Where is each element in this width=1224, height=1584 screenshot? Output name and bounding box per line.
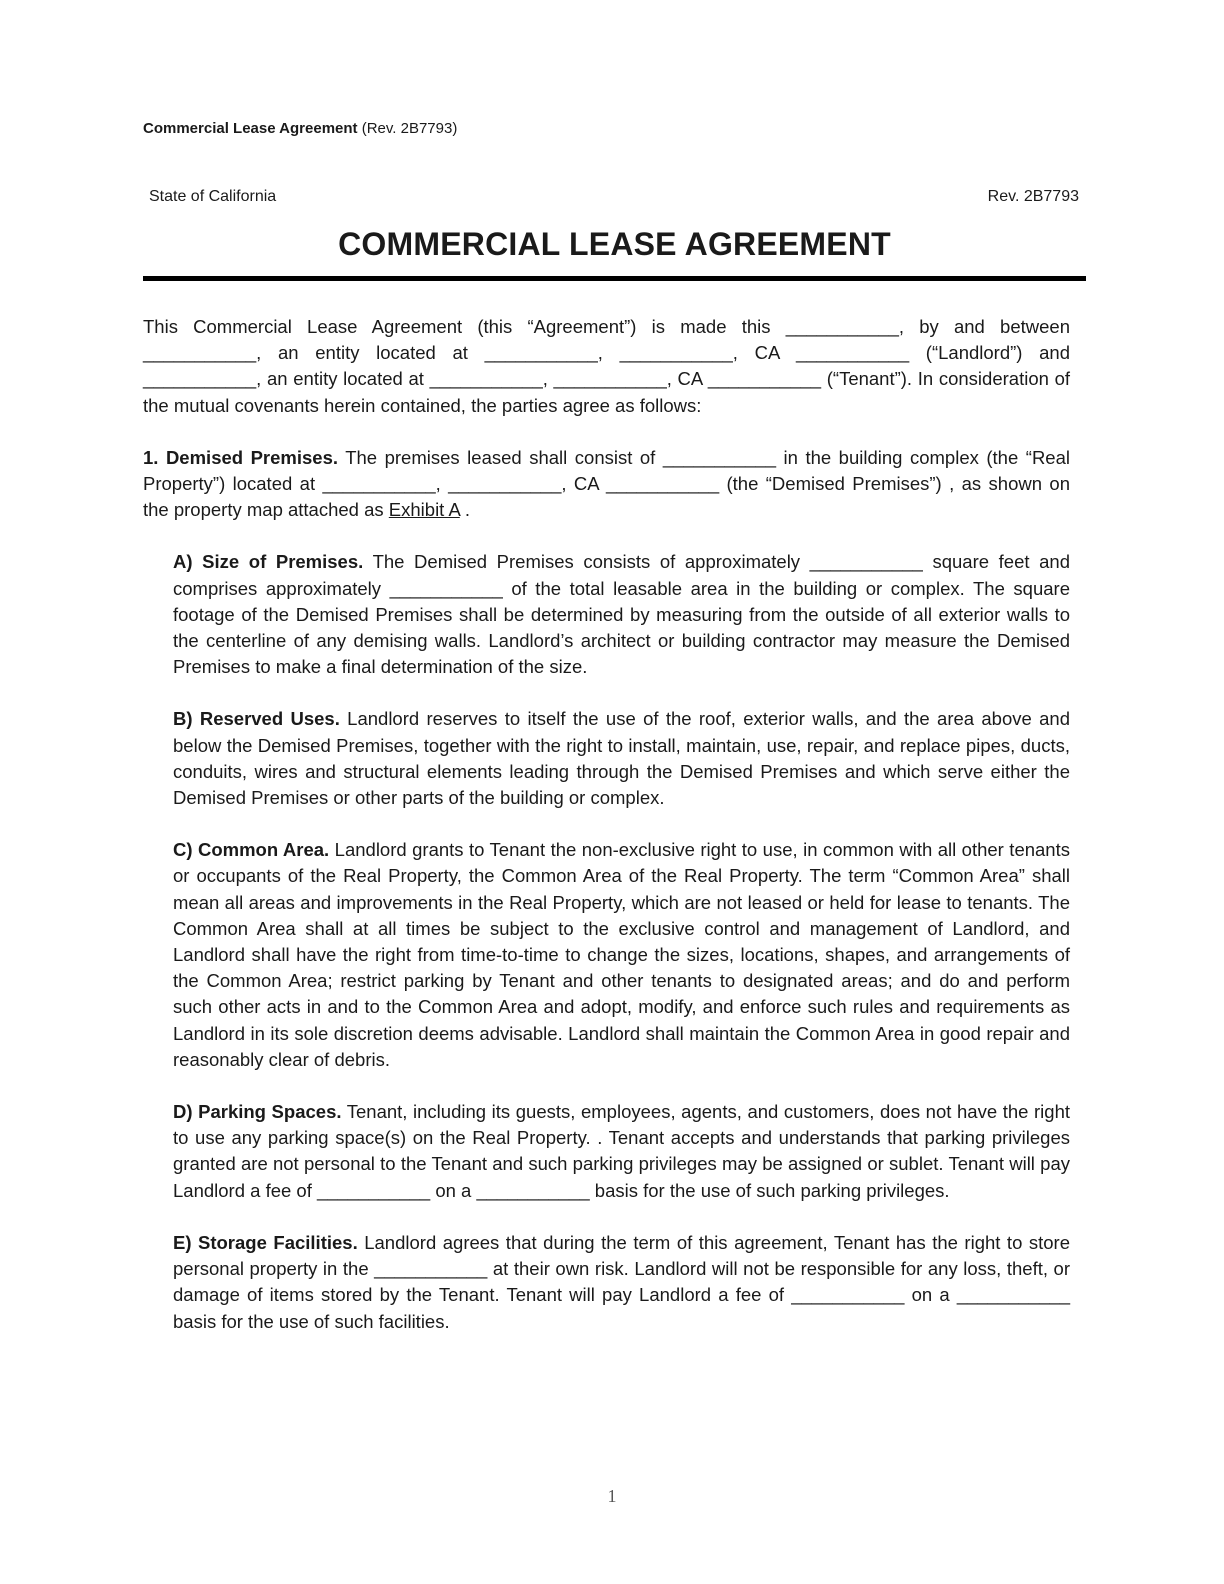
revision-label: Rev. 2B7793	[987, 188, 1079, 205]
intro-paragraph: This Commercial Lease Agreement (this “Agreement”) is made this ___________, by and between ___________, an entity located at ___________, ___________, CA ___________ (“Landlord”) and ___________, an entity located at ___________, ___________, CA ___________ (“Tenant”). In consideration of the mutual covenants herein contained, the parties agree as follows:	[143, 316, 1070, 416]
document-body	[143, 314, 1070, 1361]
subsection-heading: E) Storage Facilities.	[173, 1231, 358, 1253]
subsection-common-area	[173, 837, 1070, 1073]
subsection-text: Landlord agrees that during the term of this agreement, Tenant has the right to store personal property in the ___________ at their own risk. Landlord will not be responsible for any loss, theft, or damage of items stored by the Tenant. Tenant will pay Landlord a fee of ___________ on a ___________ basis for the use of such facilities.	[173, 1231, 1070, 1332]
subsection-text: Tenant, including its guests, employees, agents, and customers, does not have the right to use any parking space(s) on the Real Property. . Tenant accepts and understands that parking privileges granted are not personal to the Tenant and such parking privileges may be assigned or sublet. Tenant will pay Landlord a fee of ___________ on a ___________ basis for the use of such parking privileges.	[173, 1101, 1070, 1201]
subsection-text: Landlord reserves to itself the use of the roof, exterior walls, and the area above and below the Demised Premises, together with the right to install, maintain, use, repair, and replace pipes, ducts, conduits, wires and structural elements leading through the Demised Premises and which serve either the Demised Premises or other parts of the building or complex.	[173, 708, 1070, 809]
running-header-revision: (Rev. 2B7793)	[361, 120, 458, 137]
subsection-heading: B) Reserved Uses.	[173, 708, 340, 730]
page-number: 1	[607, 1486, 617, 1506]
document-title: COMMERCIAL LEASE AGREEMENT	[338, 226, 891, 262]
subsection-storage-facilities	[173, 1230, 1070, 1335]
running-header	[143, 120, 457, 137]
section-heading: 1. Demised Premises.	[143, 446, 339, 468]
title-divider	[143, 276, 1086, 281]
running-header-title: Commercial Lease Agreement	[143, 120, 358, 137]
subsection-heading: C) Common Area.	[173, 839, 330, 861]
subsection-size-of-premises	[173, 549, 1070, 680]
section-demised-premises	[143, 445, 1070, 524]
subsection-text: Landlord grants to Tenant the non-exclusive right to use, in common with all other tenants or occupants of the Real Property, the Common Area of the Real Property. The term “Common Area” shall mean all areas and improvements in the Real Property, which are not leased or held for lease to tenants. The Common Area shall at all times be subject to the exclusive control and management of Landlord, and Landlord shall have the right from time-to-time to change the sizes, locations, shapes, and arrangements of the Common Area; restrict parking by Tenant and other tenants to designated areas; and do and perform such other acts in and to the Common Area and adopt, modify, and enforce such rules and requirements as Landlord in its sole discretion deems advisable. Landlord shall maintain the Common Area in good repair and reasonably clear of debris.	[173, 839, 1070, 1070]
subsection-parking-spaces	[173, 1099, 1070, 1204]
exhibit-a-link[interactable]: Exhibit A	[388, 499, 460, 521]
section-text-tail: .	[459, 499, 471, 521]
subsection-reserved-uses	[173, 706, 1070, 811]
state-label: State of California	[149, 188, 277, 205]
subsection-heading: A) Size of Premises.	[173, 551, 364, 573]
section-text: The premises leased shall consist of ___________ in the building complex (the “Real Property”) located at ___________, ___________, CA ___________ (the “Demised Premises”) , as shown on the property map attached as	[143, 446, 1070, 521]
subsection-heading: D) Parking Spaces.	[173, 1101, 342, 1123]
subsection-text: The Demised Premises consists of approximately ___________ square feet and comprises approximately ___________ of the total leasable area in the building or complex. The square footage of the Demised Premises shall be determined by measuring from the outside of all exterior walls to the centerline of any demising walls. Landlord’s architect or building contractor may measure the Demised Premises to make a final determination of the size.	[173, 551, 1070, 678]
